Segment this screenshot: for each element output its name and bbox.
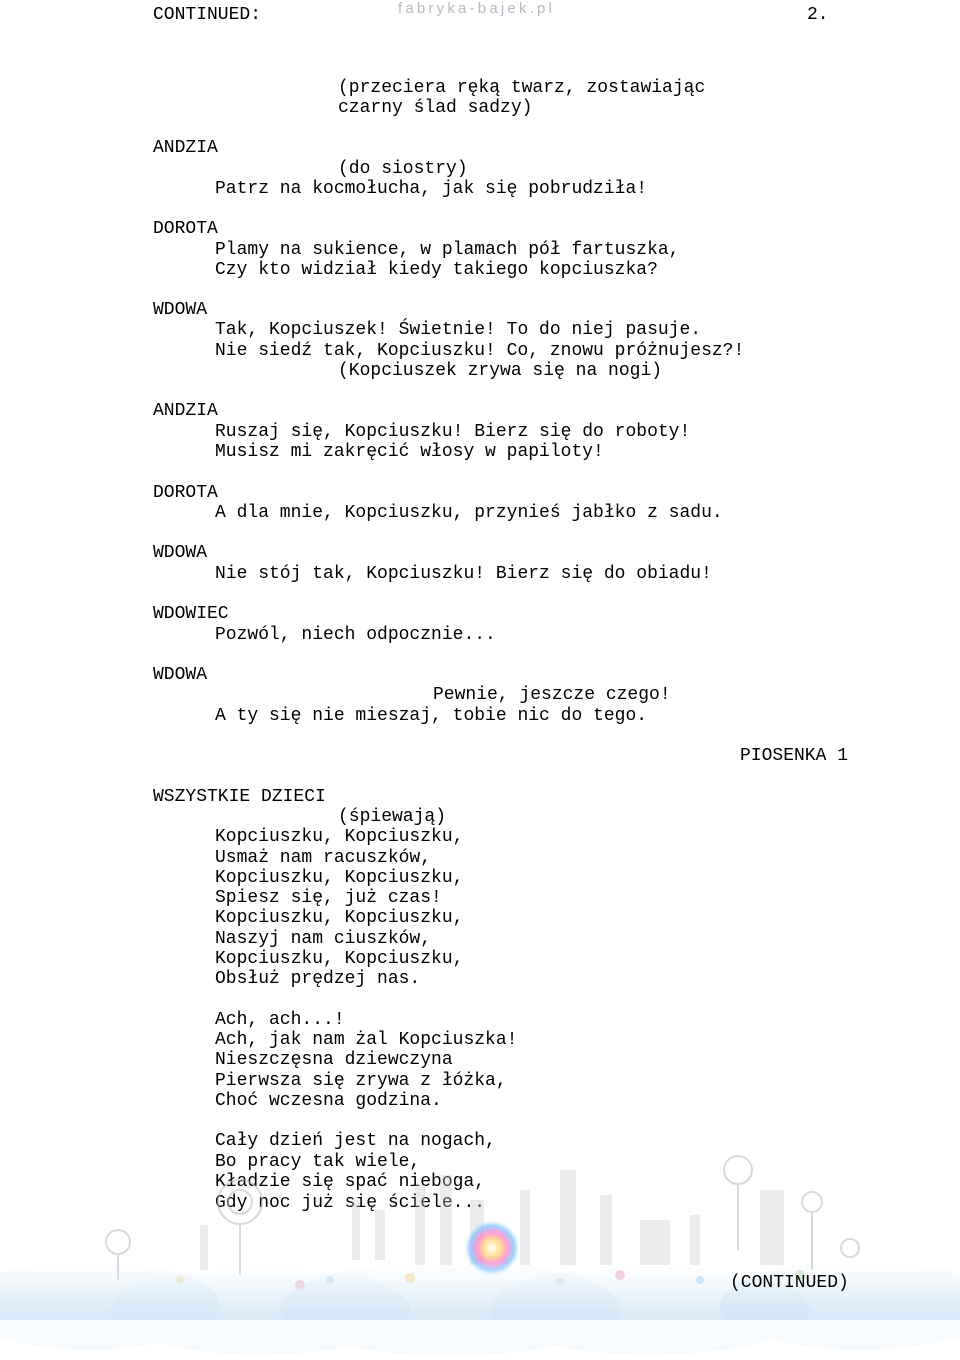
page-number: 2. xyxy=(807,5,829,25)
song-line: Naszyj nam ciuszków, xyxy=(215,929,432,949)
character-name: WDOWA xyxy=(153,543,208,563)
stage-direction: (przeciera ręką twarz, zostawiając xyxy=(338,78,706,98)
stage-direction: (do siostry) xyxy=(338,159,468,179)
song-line: Kopciuszku, Kopciuszku, xyxy=(215,868,464,888)
character-name: WDOWA xyxy=(153,300,208,320)
dialogue-line: Nie stój tak, Kopciuszku! Bierz się do obiadu! xyxy=(215,564,712,584)
character-name: DOROTA xyxy=(153,219,218,239)
dialogue-line: Ruszaj się, Kopciuszku! Bierz się do roboty! xyxy=(215,422,691,442)
character-name: WDOWIEC xyxy=(153,604,229,624)
header-continued: CONTINUED: xyxy=(153,5,262,25)
dialogue-line: A dla mnie, Kopciuszku, przynieś jabłko z sadu. xyxy=(215,503,723,523)
song-line: Cały dzień jest na nogach, xyxy=(215,1131,496,1151)
song-line: Kopciuszku, Kopciuszku, xyxy=(215,908,464,928)
character-name: ANDZIA xyxy=(153,401,218,421)
dialogue-line: Pewnie, jeszcze czego! xyxy=(433,685,671,705)
song-line: Ach, ach...! xyxy=(215,1010,345,1030)
dialogue-line: Nie siedź tak, Kopciuszku! Co, znowu próżnujesz?! xyxy=(215,341,745,361)
song-label: PIOSENKA 1 xyxy=(740,746,849,766)
song-line: Nieszczęsna dziewczyna xyxy=(215,1050,453,1070)
song-line: Kopciuszku, Kopciuszku, xyxy=(215,949,464,969)
dialogue-line: A ty się nie mieszaj, tobie nic do tego. xyxy=(215,706,648,726)
character-name: WSZYSTKIE DZIECI xyxy=(153,787,326,807)
stage-direction: (Kopciuszek zrywa się na nogi) xyxy=(338,361,663,381)
character-name: ANDZIA xyxy=(153,138,218,158)
dialogue-line: Musisz mi zakręcić włosy w papiloty! xyxy=(215,442,604,462)
watermark-text: fabryka-bajek.pl xyxy=(398,0,556,17)
stage-direction: czarny ślad sadzy) xyxy=(338,98,533,118)
footer-continued: (CONTINUED) xyxy=(730,1273,849,1293)
dialogue-line: Czy kto widział kiedy takiego kopciuszka? xyxy=(215,260,658,280)
dialogue-line: Plamy na sukience, w plamach pół fartuszka, xyxy=(215,240,680,260)
song-line: Choć wczesna godzina. xyxy=(215,1091,442,1111)
song-line: Spiesz się, już czas! xyxy=(215,888,442,908)
character-name: WDOWA xyxy=(153,665,208,685)
song-line: Bo pracy tak wiele, xyxy=(215,1152,421,1172)
character-name: DOROTA xyxy=(153,483,218,503)
fairytale-scenery-illustration xyxy=(0,1130,960,1360)
stage-direction: (śpiewają) xyxy=(338,807,447,827)
song-line: Kładzie się spać nieboga, xyxy=(215,1172,486,1192)
song-line: Usmaż nam racuszków, xyxy=(215,848,432,868)
song-line: Pierwsza się zrywa z łóżka, xyxy=(215,1071,507,1091)
song-line: Kopciuszku, Kopciuszku, xyxy=(215,827,464,847)
song-line: Ach, jak nam żal Kopciuszka! xyxy=(215,1030,518,1050)
dialogue-line: Pozwól, niech odpocznie... xyxy=(215,625,496,645)
song-line: Gdy noc już się ściele... xyxy=(215,1193,486,1213)
dialogue-line: Tak, Kopciuszek! Świetnie! To do niej pasuje. xyxy=(215,320,702,340)
song-line: Obsłuż prędzej nas. xyxy=(215,969,421,989)
dialogue-line: Patrz na kocmołucha, jak się pobrudziła! xyxy=(215,179,648,199)
